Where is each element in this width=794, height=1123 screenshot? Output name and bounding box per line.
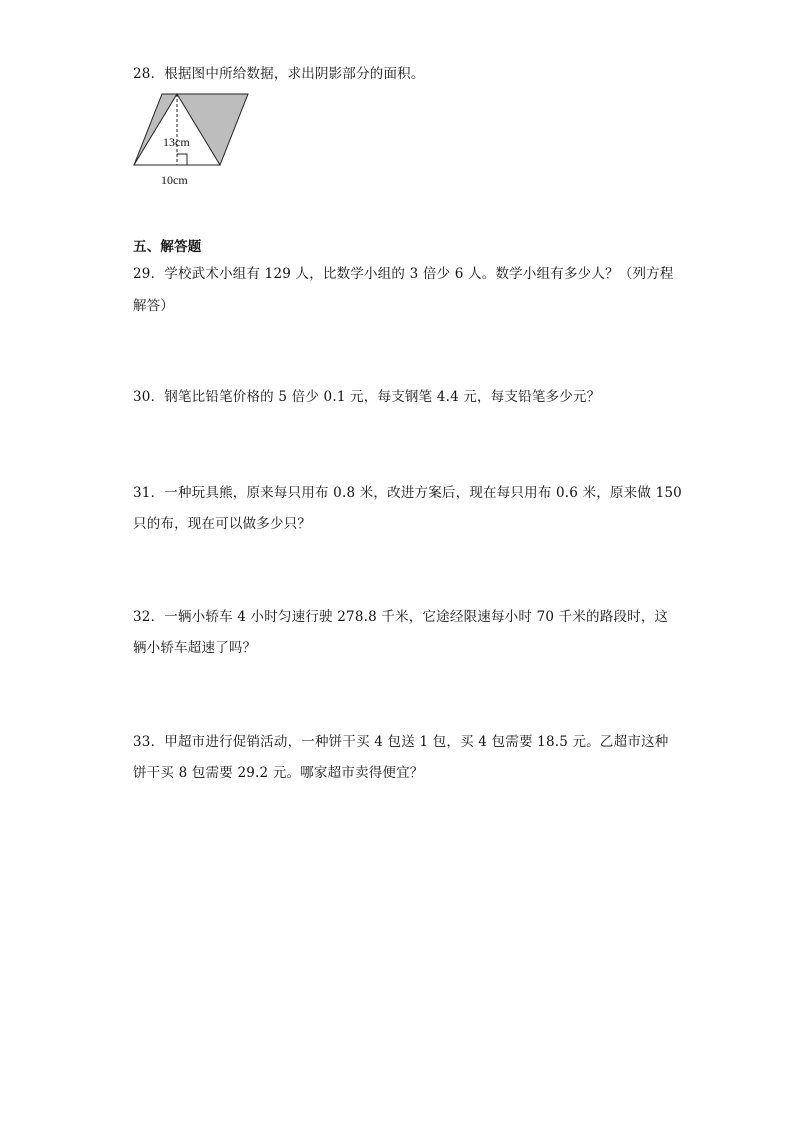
parallelogram-triangle-figure (128, 88, 258, 192)
question-29-line-2: 解答） (133, 298, 175, 314)
question-30-line-1: 30．钢笔比铅笔价格的 5 倍少 0.1 元，每支钢笔 4.4 元，每支铅笔多少元？ (133, 389, 601, 405)
question-32-line-1: 32．一辆小轿车 4 小时匀速行驶 278.8 千米，它途经限速每小时 70 千米的路段时，这 (133, 609, 669, 625)
question-31-line-2: 只的布，现在可以做多少只？ (133, 516, 312, 532)
question-28-text: 28．根据图中所给数据，求出阴影部分的面积。 (133, 66, 425, 82)
question-29-line-1: 29．学校武术小组有 129 人，比数学小组的 3 倍少 6 人。数学小组有多少人？（列方程 (133, 266, 674, 282)
question-33-line-2: 饼干买 8 包需要 29.2 元。哪家超市卖得便宜？ (133, 765, 424, 781)
height-label: 13cm (163, 135, 190, 149)
question-31-line-1: 31．一种玩具熊，原来每只用布 0.8 米，改进方案后，现在每只用布 0.6 米，原来做 150 (133, 485, 682, 501)
question-32-line-2: 辆小轿车超速了吗？ (133, 640, 257, 656)
base-label: 10cm (161, 173, 188, 187)
section-5-title: 五、解答题 (133, 239, 202, 255)
question-33-line-1: 33．甲超市进行促销活动，一种饼干买 4 包送 1 包，买 4 包需要 18.5 元。乙超市这种 (133, 734, 669, 750)
